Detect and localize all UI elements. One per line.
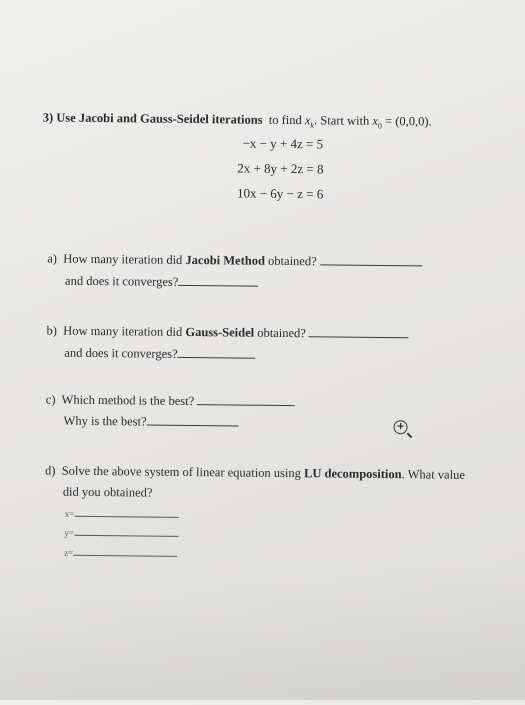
part-c-text: Which method is the best? <box>61 392 195 409</box>
find-text: to find <box>268 112 302 128</box>
x-label: x= <box>64 508 75 519</box>
part-b-post: obtained? <box>257 325 306 341</box>
part-b-answer-blank[interactable] <box>309 325 409 338</box>
part-b-label: b) <box>46 323 58 338</box>
x0-sub: 0 <box>377 121 382 131</box>
part-d-post: . What value <box>401 467 465 482</box>
z-label: z= <box>64 547 74 558</box>
part-b-line1 <box>46 323 409 343</box>
photo-shadow <box>0 560 525 700</box>
z-answer-row <box>64 547 177 559</box>
part-a-answer-blank[interactable] <box>320 253 422 266</box>
part-d-obtained-text: did you obtained? <box>62 484 153 500</box>
x-answer-row <box>65 508 179 520</box>
y-answer-blank[interactable] <box>74 527 178 537</box>
equation-1: −x − y + 4z = 5 <box>242 135 324 152</box>
equation-3: 10x − 6y − z = 6 <box>236 185 324 202</box>
zoom-in-icon[interactable]: + <box>393 420 407 434</box>
x0-value: = (0,0,0). <box>385 114 432 129</box>
part-c-label: c) <box>45 392 56 407</box>
y-answer-row <box>64 527 178 539</box>
part-c-why-blank[interactable] <box>147 414 239 427</box>
part-a-post: obtained? <box>268 253 317 269</box>
part-b-text: How many iteration did <box>63 323 183 339</box>
part-b-converge-blank[interactable] <box>178 346 256 359</box>
part-a-label: a) <box>47 251 58 266</box>
part-a-line2 <box>65 273 258 291</box>
methods-text: Jacobi and Gauss-Seidel iterations <box>78 110 263 127</box>
part-a-method: Jacobi Method <box>185 252 266 268</box>
part-a-converge-blank[interactable] <box>178 274 258 287</box>
x0-var: x <box>372 113 379 128</box>
part-a-converge-text: and does it converges? <box>64 273 179 289</box>
question-number: 3) <box>42 110 54 125</box>
x-answer-blank[interactable] <box>74 508 178 518</box>
intro-prefix: Use <box>56 110 76 125</box>
z-answer-blank[interactable] <box>73 547 177 557</box>
part-c-line2 <box>64 413 239 431</box>
part-a-line1 <box>47 251 422 271</box>
y-label: y= <box>64 527 75 538</box>
part-d-line2 <box>63 485 153 501</box>
part-c-why-text: Why is the best? <box>63 413 147 429</box>
part-d-label: d) <box>45 463 56 478</box>
equation-2: 2x + 8y + 2z = 8 <box>237 160 324 177</box>
part-b-converge-text: and does it converges? <box>64 345 178 361</box>
part-d-method: LU decomposition <box>303 466 402 482</box>
question-3-header <box>43 110 432 131</box>
start-text: . Start with <box>313 113 370 128</box>
part-b-method: Gauss-Seidel <box>185 324 255 340</box>
part-c-answer-blank[interactable] <box>197 393 295 406</box>
part-c-line1 <box>46 392 296 411</box>
part-a-text: How many iteration did <box>63 251 183 267</box>
part-d-text: Solve the above system of linear equation using <box>61 463 301 481</box>
xk-sub: k <box>310 120 315 130</box>
part-d-line1 <box>45 463 465 482</box>
part-b-line2 <box>64 345 255 363</box>
xk-var: x <box>304 113 311 128</box>
